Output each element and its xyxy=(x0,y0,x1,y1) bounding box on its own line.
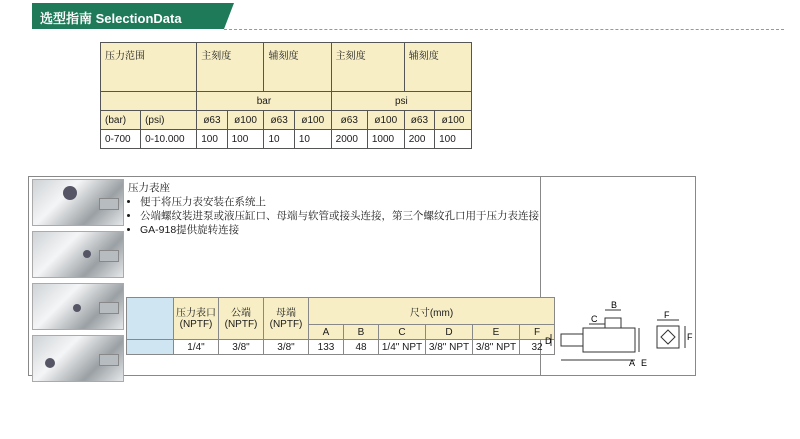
label-f-side: F xyxy=(687,332,693,342)
gauge-port-label: 压力表口 xyxy=(176,307,216,319)
label-f-top: F xyxy=(664,310,670,320)
dim-a-value: 133 xyxy=(309,340,344,355)
male-value: 3/8" xyxy=(219,340,264,355)
sub-scale-bar: 辅刻度 xyxy=(264,43,331,92)
dim-f-value: 32 xyxy=(520,340,555,355)
nptf-label: (NPTF) xyxy=(269,318,303,330)
feature-item: • 公端螺纹装进泵或液压缸口、母端与软管或接头连接，第三个螺纹孔口用于压力表连接 xyxy=(140,209,548,223)
size-cell: ø100 xyxy=(294,111,331,130)
size-cell: ø63 xyxy=(331,111,367,130)
unit-psi: psi xyxy=(331,92,471,111)
dim-col-e: E xyxy=(473,325,520,340)
feature-item: • GA-918提供旋转连接 xyxy=(140,223,548,237)
blank-cell xyxy=(127,340,174,355)
size-cell: ø100 xyxy=(435,111,472,130)
blank-cell xyxy=(127,298,174,340)
label-b: B xyxy=(611,300,618,310)
label-d: D xyxy=(545,336,552,346)
value-cell: 200 xyxy=(404,130,434,149)
female-value: 3/8" xyxy=(264,340,309,355)
section-header xyxy=(0,0,800,32)
gauge-port-header xyxy=(174,298,219,340)
size-cell: ø63 xyxy=(264,111,294,130)
product-photo xyxy=(32,335,124,382)
product-photos xyxy=(32,179,124,387)
male-label: 公端 xyxy=(231,307,251,319)
dim-c-value: 1/4" NPT xyxy=(379,340,426,355)
dims-header: 尺寸(mm) xyxy=(309,298,555,325)
value-cell: 100 xyxy=(435,130,472,149)
dimension-drawing xyxy=(545,300,695,370)
size-cell: ø63 xyxy=(197,111,227,130)
section-title: 选型指南 SelectionData xyxy=(40,11,182,26)
dim-col-f: F xyxy=(520,325,555,340)
feature-list xyxy=(128,195,548,237)
value-cell: 1000 xyxy=(367,130,404,149)
nptf-label: (NPTF) xyxy=(224,318,258,330)
header-tab-shape xyxy=(224,3,234,29)
range-psi-value: 0-10.000 xyxy=(141,130,197,149)
value-cell: 100 xyxy=(227,130,264,149)
size-cell: ø100 xyxy=(227,111,264,130)
product-title: 压力表座 xyxy=(128,182,170,194)
dim-col-c: C xyxy=(379,325,426,340)
size-cell: ø100 xyxy=(367,111,404,130)
dimension-table xyxy=(126,297,555,355)
value-cell: 10 xyxy=(294,130,331,149)
range-label: 压力范围 xyxy=(101,43,197,92)
dim-b-value: 48 xyxy=(344,340,379,355)
male-header xyxy=(219,298,264,340)
label-a: A xyxy=(629,358,636,368)
blank-cell xyxy=(101,92,197,111)
dim-col-b: B xyxy=(344,325,379,340)
header-divider xyxy=(224,29,784,30)
gauge-port-value: 1/4" xyxy=(174,340,219,355)
dim-col-d: D xyxy=(426,325,473,340)
feature-item: • 便于将压力表安装在系统上 xyxy=(140,195,548,209)
main-scale-psi: 主刻度 xyxy=(331,43,404,92)
dim-d-value: 3/8" NPT xyxy=(426,340,473,355)
sub-scale-psi: 辅刻度 xyxy=(404,43,471,92)
drawing-svg xyxy=(545,300,695,370)
female-label: 母端 xyxy=(276,307,296,319)
nptf-label: (NPTF) xyxy=(179,318,213,330)
value-cell: 100 xyxy=(197,130,227,149)
col-bar: (bar) xyxy=(101,111,141,130)
unit-bar: bar xyxy=(197,92,331,111)
pressure-range-table xyxy=(100,42,472,149)
range-bar-value: 0-700 xyxy=(101,130,141,149)
size-cell: ø63 xyxy=(404,111,434,130)
dim-e-value: 3/8" NPT xyxy=(473,340,520,355)
main-scale-bar: 主刻度 xyxy=(197,43,264,92)
female-header xyxy=(264,298,309,340)
col-psi: (psi) xyxy=(141,111,197,130)
value-cell: 2000 xyxy=(331,130,367,149)
product-photo xyxy=(32,179,124,226)
label-c: C xyxy=(591,314,598,324)
dim-col-a: A xyxy=(309,325,344,340)
label-e: E xyxy=(641,358,648,368)
value-cell: 10 xyxy=(264,130,294,149)
product-description xyxy=(128,181,548,237)
product-photo xyxy=(32,231,124,278)
product-photo xyxy=(32,283,124,330)
